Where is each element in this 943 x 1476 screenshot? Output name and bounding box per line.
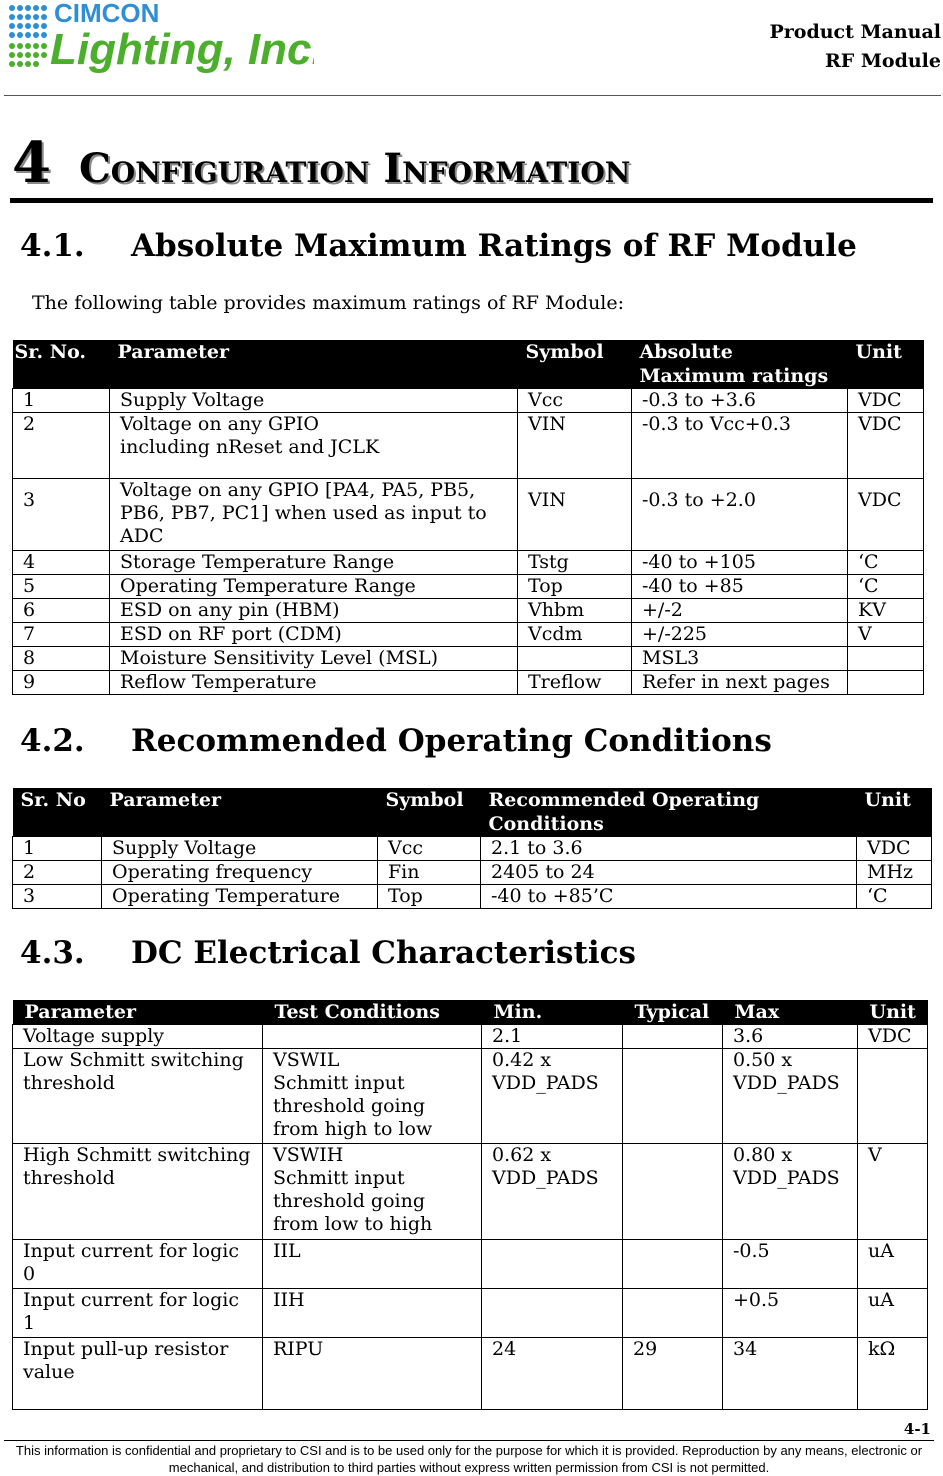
confidentiality-notice: This information is confidential and proprietary to CSI and is to be used only for the purpose for which it is provided. Reproduction by any means, electronic or mechanical, and distribution to third parties without express written permission from CSI is not permitted. <box>15 1443 923 1475</box>
table-row <box>13 1144 928 1240</box>
table-row <box>13 671 924 695</box>
table-cell <box>848 647 924 671</box>
table-cell: VDC <box>858 1025 928 1049</box>
header-divider <box>4 95 941 96</box>
table-cell: 9 <box>13 671 110 695</box>
logo-dots-icon <box>4 0 314 76</box>
col-header: Absolute Maximum ratings <box>632 340 848 389</box>
table-row <box>13 599 924 623</box>
table-cell: 5 <box>13 575 110 599</box>
chapter-number: 4 <box>12 130 51 196</box>
doc-subtitle: RF Module <box>824 50 941 72</box>
table-cell: 4 <box>13 551 110 575</box>
table-row <box>13 1338 928 1410</box>
table-cell: ‘C <box>857 885 932 909</box>
table-header-row <box>13 788 932 837</box>
table-row <box>13 885 932 909</box>
table-row <box>13 623 924 647</box>
table-cell: Operating Temperature <box>102 885 378 909</box>
table-cell: VDC <box>848 479 924 551</box>
section-title: DC Electrical Characteristics <box>131 935 636 971</box>
table-row <box>13 551 924 575</box>
table-cell <box>263 1025 482 1049</box>
table-header-row <box>13 1000 928 1025</box>
logo-text-cimcon: CIMCON <box>54 0 160 28</box>
table-cell <box>482 1240 623 1289</box>
table-cell: 7 <box>13 623 110 647</box>
table-cell: 1 <box>13 389 110 413</box>
col-header: Sr. No. <box>13 340 110 389</box>
table-cell: Moisture Sensitivity Level (MSL) <box>110 647 518 671</box>
table-cell: ESD on any pin (HBM) <box>110 599 518 623</box>
section-title: Absolute Maximum Ratings of RF Module <box>131 228 857 264</box>
abs-max-ratings-table <box>12 340 924 695</box>
col-header: Parameter <box>110 340 518 389</box>
table-cell <box>482 1289 623 1338</box>
table-cell: High Schmitt switching threshold <box>13 1144 263 1240</box>
table-cell: 0.50 x VDD_PADS <box>723 1049 858 1144</box>
table-row <box>13 479 924 551</box>
table-cell <box>623 1289 723 1338</box>
table-cell <box>858 1049 928 1144</box>
table-cell: KV <box>848 599 924 623</box>
section-number: 4.1. <box>20 228 85 264</box>
table-cell: 8 <box>13 647 110 671</box>
table-cell: -0.3 to +2.0 <box>632 479 848 551</box>
logo-text-lighting: Lighting, Inc. <box>50 25 314 74</box>
table-cell: Input current for logic 1 <box>13 1289 263 1338</box>
section-heading-4-2 <box>20 723 772 759</box>
table-row <box>13 413 924 479</box>
table-cell: V <box>858 1144 928 1240</box>
footer-divider <box>4 1440 934 1441</box>
table-cell: Vcc <box>518 389 632 413</box>
table-cell: VDC <box>848 413 924 479</box>
section-heading-4-1 <box>20 228 857 264</box>
table-cell: -0.3 to Vcc+0.3 <box>632 413 848 479</box>
table-cell: -40 to +105 <box>632 551 848 575</box>
table-cell <box>623 1240 723 1289</box>
table-cell: Input current for logic 0 <box>13 1240 263 1289</box>
table-cell: 29 <box>623 1338 723 1410</box>
header-doc-info <box>769 18 941 76</box>
recommended-conditions-table <box>12 788 932 909</box>
table-row <box>13 1049 928 1144</box>
table-cell: Supply Voltage <box>110 389 518 413</box>
col-header: Parameter <box>102 788 378 837</box>
table-cell: RIPU <box>263 1338 482 1410</box>
col-header: Symbol <box>518 340 632 389</box>
table-cell: 2405 to 24 <box>481 861 857 885</box>
table-cell <box>623 1049 723 1144</box>
table-row <box>13 861 932 885</box>
table-cell: 24 <box>482 1338 623 1410</box>
table-cell: Fin <box>378 861 481 885</box>
table-cell <box>848 671 924 695</box>
col-header: Min. <box>482 1000 623 1025</box>
table-cell: +/-2 <box>632 599 848 623</box>
table-cell: 2 <box>13 861 102 885</box>
table-cell: -40 to +85’C <box>481 885 857 909</box>
table-cell: VDC <box>857 837 932 861</box>
section-number: 4.2. <box>20 723 85 759</box>
chapter-divider <box>10 198 933 203</box>
table-row <box>13 647 924 671</box>
table-cell: +0.5 <box>723 1289 858 1338</box>
table-cell <box>623 1025 723 1049</box>
table-cell: VSWIL Schmitt input threshold going from high to low <box>263 1049 482 1144</box>
table-cell: 6 <box>13 599 110 623</box>
table-cell <box>623 1144 723 1240</box>
section-number: 4.3. <box>20 935 85 971</box>
dc-characteristics-table <box>12 1000 928 1410</box>
table-cell: Vhbm <box>518 599 632 623</box>
col-header: Unit <box>848 340 924 389</box>
company-logo <box>4 0 314 76</box>
table-cell: VSWIH Schmitt input threshold going from low to high <box>263 1144 482 1240</box>
table-cell: Voltage on any GPIO [PA4, PA5, PB5, PB6, PB7, PC1] when used as input to ADC <box>110 479 518 551</box>
table-cell: 0.80 x VDD_PADS <box>723 1144 858 1240</box>
section-title: Recommended Operating Conditions <box>131 723 772 759</box>
col-header: Max <box>723 1000 858 1025</box>
table-cell: 1 <box>13 837 102 861</box>
table-cell: -0.3 to +3.6 <box>632 389 848 413</box>
table-cell: Top <box>378 885 481 909</box>
table-cell: 2.1 <box>482 1025 623 1049</box>
table-cell: Tstg <box>518 551 632 575</box>
table-cell: uA <box>858 1240 928 1289</box>
table-cell: ESD on RF port (CDM) <box>110 623 518 647</box>
col-header: Symbol <box>378 788 481 837</box>
page-number: 4-1 <box>903 1420 931 1438</box>
table-cell: 2 <box>13 413 110 479</box>
table-cell: VIN <box>518 413 632 479</box>
table-header-row <box>13 340 924 389</box>
table-cell: 0.42 x VDD_PADS <box>482 1049 623 1144</box>
table-cell <box>518 647 632 671</box>
col-header: Recommended Operating Conditions <box>481 788 857 837</box>
col-header: Test Conditions <box>263 1000 482 1025</box>
table-cell: 3.6 <box>723 1025 858 1049</box>
table-row <box>13 575 924 599</box>
table-cell: Low Schmitt switching threshold <box>13 1049 263 1144</box>
col-header: Unit <box>857 788 932 837</box>
table-row <box>13 1289 928 1338</box>
table-cell: Treflow <box>518 671 632 695</box>
table-cell: Storage Temperature Range <box>110 551 518 575</box>
table-row <box>13 389 924 413</box>
table-cell: Operating Temperature Range <box>110 575 518 599</box>
table-cell: MSL3 <box>632 647 848 671</box>
table-row <box>13 1240 928 1289</box>
table-cell: Supply Voltage <box>102 837 378 861</box>
table-cell: Input pull-up resistor value <box>13 1338 263 1410</box>
chapter-heading <box>12 130 630 196</box>
section-intro: The following table provides maximum ratings of RF Module: <box>32 292 625 314</box>
table-cell: Operating frequency <box>102 861 378 885</box>
table-cell: Vcc <box>378 837 481 861</box>
table-cell: Voltage on any GPIO including nReset and JCLK <box>110 413 518 479</box>
table-cell: kΩ <box>858 1338 928 1410</box>
table-cell: 3 <box>13 479 110 551</box>
table-cell: VIN <box>518 479 632 551</box>
table-cell: 0.62 x VDD_PADS <box>482 1144 623 1240</box>
chapter-title: Configuration Information <box>78 145 631 192</box>
table-row <box>13 1025 928 1049</box>
col-header: Typical <box>623 1000 723 1025</box>
doc-title: Product Manual <box>769 21 941 43</box>
table-cell: Reflow Temperature <box>110 671 518 695</box>
table-cell: 34 <box>723 1338 858 1410</box>
table-cell: VDC <box>848 389 924 413</box>
table-cell: 2.1 to 3.6 <box>481 837 857 861</box>
table-cell: Top <box>518 575 632 599</box>
col-header: Sr. No <box>13 788 102 837</box>
table-row <box>13 837 932 861</box>
table-cell: 3 <box>13 885 102 909</box>
table-cell: uA <box>858 1289 928 1338</box>
table-cell: -0.5 <box>723 1240 858 1289</box>
table-cell: Vcdm <box>518 623 632 647</box>
table-cell: IIL <box>263 1240 482 1289</box>
table-cell: Voltage supply <box>13 1025 263 1049</box>
col-header: Parameter <box>13 1000 263 1025</box>
table-cell: ‘C <box>848 551 924 575</box>
table-cell: V <box>848 623 924 647</box>
col-header: Unit <box>858 1000 928 1025</box>
section-heading-4-3 <box>20 935 636 971</box>
table-cell: ‘C <box>848 575 924 599</box>
table-cell: IIH <box>263 1289 482 1338</box>
table-cell: -40 to +85 <box>632 575 848 599</box>
table-cell: +/-225 <box>632 623 848 647</box>
table-cell: Refer in next pages <box>632 671 848 695</box>
table-cell: MHz <box>857 861 932 885</box>
